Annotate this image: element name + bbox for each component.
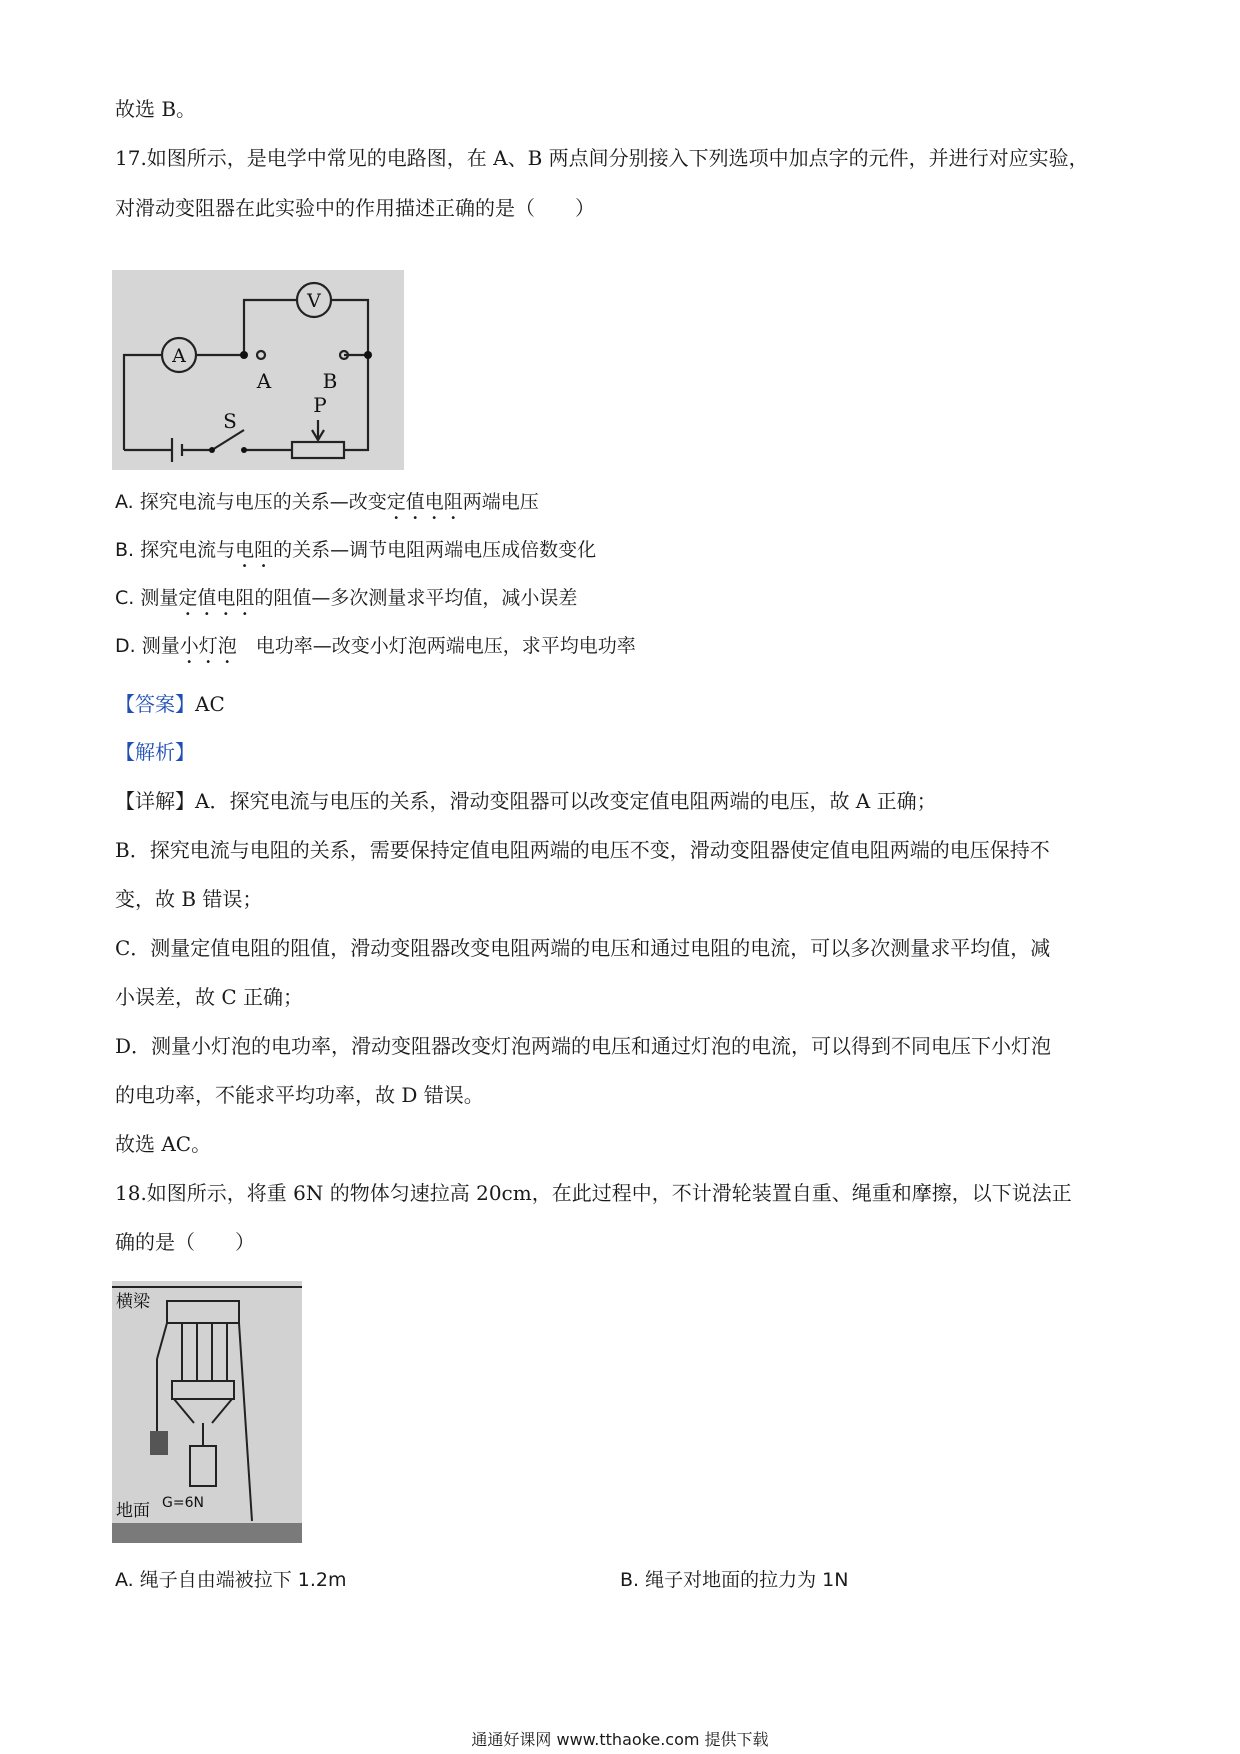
q17-option-d-dotted: 小灯泡 (179, 635, 237, 657)
q17-stem-line-1: 17.如图所示，是电学中常见的电路图，在 A、B 两点间分别接入下列选项中加点字的元件，并进行对应实验， (115, 146, 1089, 170)
q18-option-b: B. 绳子对地面的拉力为 1N (620, 1569, 849, 1591)
q17-option-a-pre: A. 探究电流与电压的关系—改变 (115, 491, 387, 513)
page-footer: 通通好课网 www.tthaoke.com 提供下载 (471, 1730, 769, 1749)
q17-detail-a (115, 789, 937, 813)
q17-option-c-dotted: 定值电阻 (178, 587, 255, 609)
q17-option-c-post: 的阻值—多次测量求平均值，减小误差 (254, 587, 578, 609)
q17-analysis-heading (115, 740, 195, 764)
q17-option-c-pre: C. 测量 (115, 587, 179, 609)
analysis-tag: 【解析】 (115, 740, 195, 764)
circuit-diagram (112, 270, 404, 470)
q17-answer (115, 692, 225, 716)
q17-detail-b-2: 变，故 B 错误； (115, 887, 263, 911)
q17-option-a-post: 两端电压 (462, 491, 539, 513)
q18-stem-line-2: 确的是（ ） (115, 1230, 255, 1254)
switch-label: S (223, 409, 237, 433)
q17-stem-line-2: 对滑动变阻器在此实验中的作用描述正确的是（ ） (115, 196, 595, 220)
q17-option-b (115, 538, 596, 572)
q17-option-b-post: 的关系—调节电阻两端电压成倍数变化 (273, 539, 597, 561)
detail-tag: 【详解】 (115, 789, 195, 813)
q17-detail-b-1: B．探究电流与电阻的关系，需要保持定值电阻两端的电压不变，滑动变阻器使定值电阻两端的电压保持不 (115, 838, 1050, 862)
q17-detail-c-2: 小误差，故 C 正确； (115, 985, 304, 1009)
q17-detail-d-1: D．测量小灯泡的电功率，滑动变阻器改变灯泡两端的电压和通过灯泡的电流，可以得到不同电压下小灯泡 (115, 1034, 1052, 1058)
weight-label: G=6N (162, 1495, 204, 1511)
detail-a-text: A．探究电流与电压的关系，滑动变阻器可以改变定值电阻两端的电压，故 A 正确； (195, 789, 937, 813)
ground-label: 地面 (116, 1501, 150, 1521)
q17-detail-d-2: 的电功率，不能求平均功率，故 D 错误。 (115, 1083, 484, 1107)
pulley-diagram (112, 1281, 302, 1543)
q17-option-d-pre: D. 测量 (115, 635, 180, 657)
q17-option-d (115, 634, 636, 668)
q17-option-a (115, 490, 539, 524)
point-a-label: A (256, 369, 272, 393)
q18-stem-line-1: 18.如图所示，将重 6N 的物体匀速拉高 20cm，在此过程中，不计滑轮装置自重、绳重和摩擦，以下说法正 (115, 1181, 1072, 1205)
q17-option-a-dotted: 定值电阻 (386, 491, 463, 513)
answer-tag: 【答案】 (115, 692, 195, 716)
slider-label: P (313, 393, 327, 417)
q17-option-c (115, 586, 577, 620)
q17-option-b-dotted: 电阻 (235, 539, 274, 561)
point-b-label: B (322, 369, 338, 393)
circuit-figure (112, 270, 404, 470)
answer-value: AC (195, 692, 225, 716)
q17-conclusion: 故选 AC。 (115, 1132, 212, 1156)
previous-conclusion: 故选 B。 (115, 97, 197, 121)
q17-option-b-pre: B. 探究电流与 (115, 539, 236, 561)
q18-option-a: A. 绳子自由端被拉下 1.2m (115, 1569, 347, 1591)
q17-option-d-post: 电功率—改变小灯泡两端电压，求平均电功率 (236, 635, 636, 657)
pulley-figure (112, 1281, 302, 1543)
beam-label: 横梁 (116, 1292, 150, 1312)
ammeter-label: A (172, 345, 186, 367)
q17-detail-c-1: C．测量定值电阻的阻值，滑动变阻器改变电阻两端的电压和通过电阻的电流，可以多次测量求平均值，减 (115, 936, 1051, 960)
voltmeter-label: V (307, 290, 321, 312)
